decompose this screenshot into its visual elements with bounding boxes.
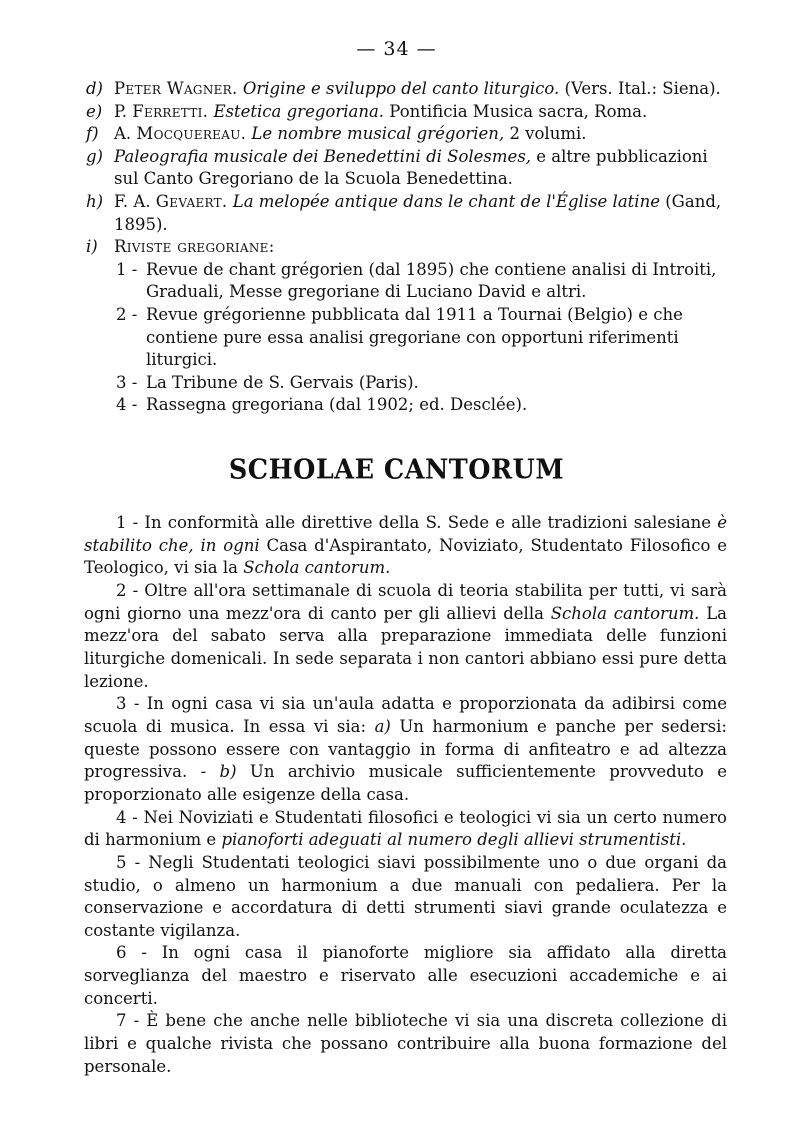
journal-item	[86, 372, 726, 395]
reference-label: e)	[86, 101, 103, 121]
reference-details: (Gand, 1895).	[114, 191, 722, 234]
section-title: SCHOLAE CANTORUM	[228, 454, 565, 486]
reference-heading: Riviste gregoriane:	[114, 237, 275, 257]
reference-author: Peter Wagner.	[114, 79, 238, 98]
paragraph-emphasis: Schola cantorum.	[243, 558, 391, 578]
paragraph-text: La mezz'ora del sabato serva alla preparazione immediata delle funzioni liturgiche domenicali. In sede separata i non cantori abbiano essi pure detta lezione.	[84, 603, 728, 691]
journal-details: pubblicata dal	[311, 304, 431, 324]
paragraph-6	[84, 942, 727, 1010]
reference-details: Pontificia Musica sacra, Roma.	[389, 101, 648, 121]
reference-label: i)	[86, 237, 98, 257]
reference-label: g)	[86, 146, 103, 166]
paragraph-text: Un harmonium e panche per sedersi: queste possono essere con vantaggio in forma di anfiteatro e ad altezza progressiva. -	[84, 716, 727, 782]
reference-details: e altre pubblicazioni sul Canto Gregoriano de la Scuola Benedettina.	[114, 146, 708, 189]
reference-d	[86, 78, 726, 101]
reference-label: f)	[86, 124, 99, 144]
journal-title: La Tribune de S. Gervais	[146, 372, 354, 392]
journal-title: Revue de chant grégorien	[146, 259, 364, 279]
reference-author: Mocquereau.	[136, 124, 247, 144]
reference-e	[86, 101, 726, 124]
paragraph-emphasis: è stabilito che, in ogni	[84, 513, 727, 555]
reference-details: 2 volumi.	[509, 124, 587, 144]
journal-number: 1 -	[116, 259, 138, 279]
journal-item	[86, 304, 726, 372]
paragraph-text: 5 - Negli Studentati teologici siavi possibilmente uno o due organi da studio, o almeno un harmonium a due manuali con pedaliera. Per la conservazione e accordatura di detti strumenti siavi grande oculatezza e costante vigilanza.	[84, 852, 727, 940]
paragraph-text: 4 - Nei Noviziati e Studentati filosofici e teologici vi sia un certo numero di harmonium e	[84, 807, 727, 850]
journal-title: Rassegna gregoriana	[146, 395, 324, 415]
paragraph-7	[84, 1010, 727, 1078]
reference-i	[86, 236, 726, 259]
journal-details: a	[482, 304, 493, 324]
reference-details: (Vers. Ital.: Siena).	[564, 79, 721, 98]
paragraph-emphasis: Schola cantorum.	[550, 603, 700, 623]
reference-label: d)	[86, 79, 103, 98]
journal-item	[86, 259, 726, 304]
journal-details: (dal 1895) che contiene analisi di Introiti, Graduali, Messe gregoriane di Luciano David e altri.	[146, 259, 717, 302]
page-number: — 34 —	[356, 38, 437, 60]
paragraph-emphasis: a)	[374, 716, 391, 736]
paragraph-text: 1 - In conformità alle direttive della S. Sede e alle tradizioni salesiane	[116, 513, 712, 532]
journal-number: 2 -	[116, 304, 138, 324]
paragraph-2	[84, 580, 727, 693]
paragraph-text: 2 - Oltre all'ora settimanale di scuola di teoria stabilita per tutti, vi sarà ogni giorno una mezz'ora di canto per gli allievi della	[84, 580, 727, 623]
paragraph-text: Casa d'Aspirantato, Noviziato, Studentato Filosofico e Teologico,	[84, 535, 728, 578]
paragraph-1	[84, 512, 727, 580]
paragraph-3	[84, 693, 727, 806]
journal-details: (Paris).	[358, 372, 419, 392]
journal-details: (dal 1902; ed. Desclée).	[329, 395, 528, 415]
paragraph-text: 3 - In ogni casa vi sia un'aula adatta e proporzionata da adibirsi come scuola di musica. In essa vi sia:	[84, 694, 727, 736]
section-body	[84, 512, 727, 1078]
reference-title: Paleografia musicale dei Benedettini di Solesmes,	[114, 146, 532, 166]
reference-initial: A.	[114, 124, 132, 144]
journal-number: 3 -	[116, 372, 138, 392]
reference-label: h)	[86, 191, 104, 211]
paragraph-4	[84, 807, 727, 852]
reference-f	[86, 123, 726, 146]
reference-title: La melopée antique dans le chant de l'Église latine	[232, 191, 660, 211]
journal-title: Revue grégorienne	[146, 304, 306, 324]
journal-item	[86, 394, 726, 417]
paragraph-text: vi sia la	[174, 558, 238, 578]
bibliography-list	[86, 78, 726, 417]
paragraph-text: Un archivio musicale sufficientemente provveduto e proporzionato alle esigenze della casa.	[84, 762, 727, 804]
paragraph-text: 7 - È bene che anche nelle biblioteche vi sia una discreta collezione di libri e qualche rivista che possano contribuire alla buona formazione del personale.	[84, 1011, 727, 1076]
paragraph-text: 6 - In ogni casa il pianoforte migliore sia affidato alla diretta sorveglianza del maestro e riservato alle esecuzioni accademiche e ai concerti.	[84, 943, 727, 1008]
journal-details: Tournai (Belgio) e che contiene pure essa analisi gregoriane con opportuni riferimenti liturgici.	[146, 304, 683, 370]
reference-title: Le nombre musical grégorien,	[251, 124, 505, 144]
reference-initial: F. A.	[114, 191, 151, 211]
paragraph-emphasis: pianoforti adeguati al numero degli allievi strumentisti.	[221, 830, 687, 850]
reference-h	[86, 191, 726, 236]
reference-initial: P.	[114, 101, 128, 121]
reference-title: Estetica gregoriana.	[213, 101, 385, 121]
journal-number: 4 -	[116, 395, 138, 415]
paragraph-emphasis: b)	[219, 762, 237, 782]
reference-author: Gevaert.	[155, 191, 228, 211]
reference-author: Ferretti.	[132, 101, 209, 121]
reference-title: Origine e sviluppo del canto liturgico.	[242, 79, 560, 98]
journal-year: 1911	[435, 304, 478, 324]
reference-g	[86, 146, 726, 191]
paragraph-5	[84, 852, 727, 943]
